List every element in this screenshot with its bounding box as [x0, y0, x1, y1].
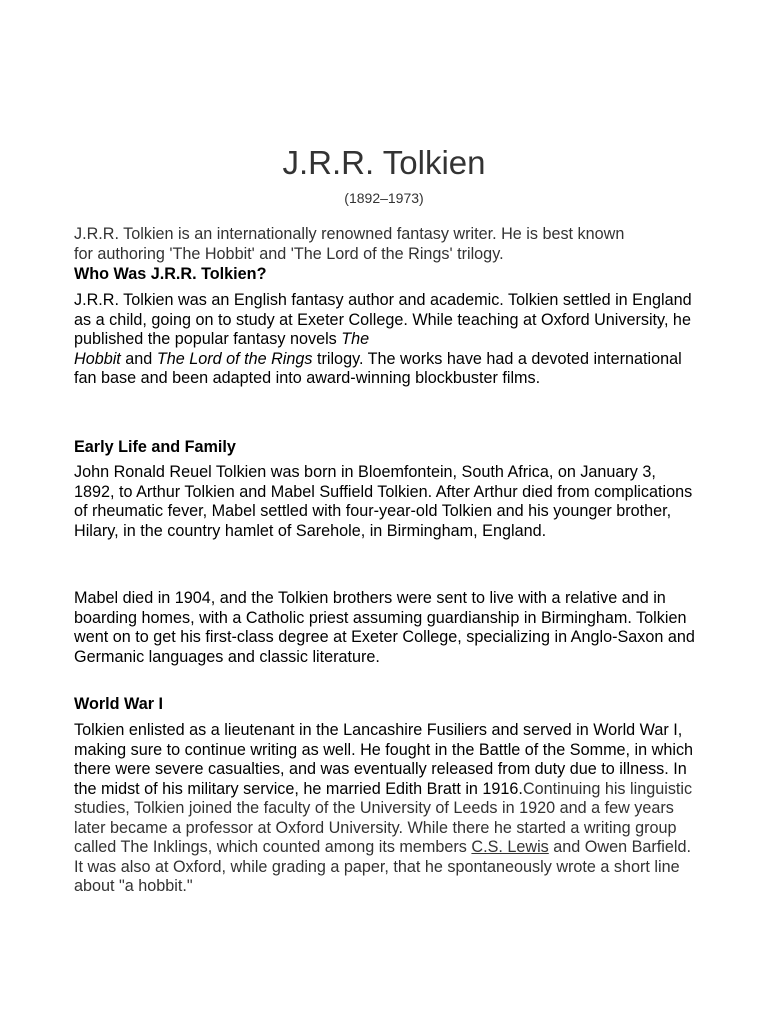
who-was-text-a: J.R.R. Tolkien was an English fantasy author and academic. Tolkien settled in England as a child, going on to study at Exeter College. While teaching at Oxford University, he published the popular fantasy novels	[74, 291, 692, 348]
intro-line-1: J.R.R. Tolkien is an internationally renowned fantasy writer. He is best known	[74, 225, 625, 243]
heading-world-war-1: World War I	[74, 695, 164, 713]
early-life-paragraph-1: John Ronald Reuel Tolkien was born in Bloemfontein, South Africa, on January 3, 1892, to Arthur Tolkien and Mabel Suffield Tolkien. After Arthur died from complications of rheumatic fever, Mabel settled with four-year-old Tolkien and his younger brother, Hilary, in the country hamlet of Sarehole, in Birmingham, England.	[74, 463, 693, 540]
intro-line-2: for authoring 'The Hobbit' and 'The Lord of the Rings' trilogy.	[74, 244, 504, 263]
life-dates: (1892–1973)	[344, 190, 424, 206]
heading-early-life: Early Life and Family	[74, 438, 236, 456]
who-was-text-b: trilogy. The works have had a devoted international fan base and been adapted into award-winning blockbuster films.	[74, 349, 682, 387]
world-war-paragraph	[74, 721, 698, 897]
early-life-paragraph-2: Mabel died in 1904, and the Tolkien brothers were sent to live with a relative and in boarding homes, with a Catholic priest assuming guardianship in Birmingham. Tolkien went on to get his first-class degree at Exeter College, specializing in Anglo-Saxon and Germanic languages and classic literature.	[74, 589, 695, 666]
who-was-title-lotr: The Lord of the Rings	[156, 349, 313, 368]
link-cs-lewis[interactable]: C.S. Lewis	[471, 838, 549, 856]
who-was-paragraph	[74, 291, 696, 389]
heading-who-was-tolkien: Who Was J.R.R. Tolkien?	[74, 265, 267, 283]
who-was-title-hobbit-part1: The	[341, 330, 370, 348]
page-title: J.R.R. Tolkien	[282, 144, 486, 181]
who-was-and: and	[120, 349, 157, 368]
world-war-text-gray-b: and Owen Barfield. It was also at Oxford, while grading a paper, that he spontaneously wrote a short line about "a hobbit."	[74, 838, 691, 895]
world-war-text-black: Tolkien enlisted as a lieutenant in the Lancashire Fusiliers and served in World War I, making sure to continue writing as well. He fought in the Battle of the Somme, in which there were severe casualties, and was eventually released from duty due to illness. In the midst of his military service, he married Edith Bratt in 1916.	[74, 721, 694, 798]
who-was-title-hobbit-part2: Hobbit	[74, 349, 121, 368]
world-war-text-gray-a: Continuing his linguistic studies, Tolkien joined the faculty of the University of Leeds in 1920 and a few years later became a professor at Oxford University. While there he started a writing group called The Inklings, which counted among its members	[74, 779, 693, 856]
intro-paragraph	[74, 225, 698, 264]
